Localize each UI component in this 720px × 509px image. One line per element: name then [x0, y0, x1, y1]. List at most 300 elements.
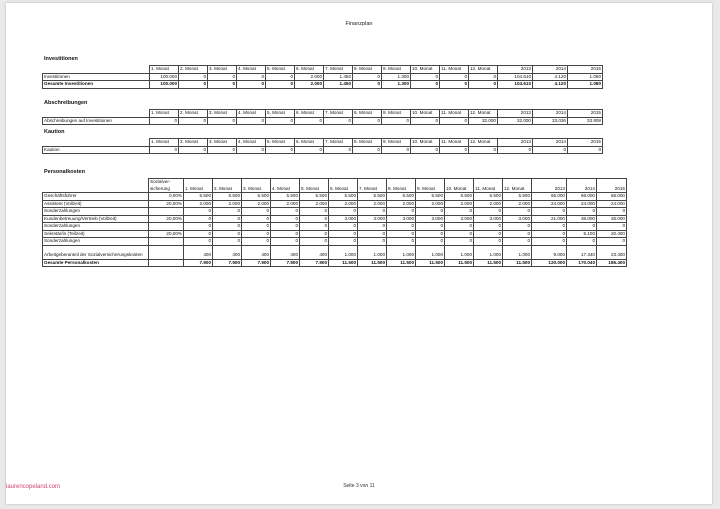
cell: 0	[411, 146, 440, 154]
cell: 3.000	[474, 215, 503, 223]
cell: 0	[271, 223, 300, 231]
cell: 0	[416, 223, 445, 231]
table-row	[43, 223, 627, 231]
cell: 400	[184, 245, 213, 259]
cell: 17.340	[567, 245, 597, 259]
column-header: 9. Monat	[382, 139, 411, 147]
cell: 1.000	[445, 245, 474, 259]
column-header: 10. Monat	[411, 110, 440, 118]
cell: 0	[324, 146, 353, 154]
cell: 0	[440, 81, 469, 89]
column-header: 12. Monat	[469, 110, 498, 118]
row-label: Sonderzahlungen	[43, 223, 149, 231]
cell: 0	[567, 238, 597, 246]
cell	[149, 259, 184, 267]
row-label: Gesamte Personalkosten	[43, 259, 149, 267]
column-header: 3. Monat	[242, 179, 271, 193]
cell: 4.120	[533, 81, 568, 89]
cell: 0	[150, 146, 179, 154]
cell: 0	[329, 223, 358, 231]
cell: 0	[329, 230, 358, 238]
column-header: 1. Monat	[150, 66, 179, 74]
cell: 0	[445, 238, 474, 246]
cell: 0	[242, 208, 271, 216]
cell: 0	[416, 238, 445, 246]
cell: 0	[469, 146, 498, 154]
column-header: 9. Monat	[416, 179, 445, 193]
cell: 0	[445, 223, 474, 231]
cell: 0	[416, 230, 445, 238]
cell: 0	[300, 215, 329, 223]
row-label: Gesamte Investitionen	[43, 81, 150, 89]
cell: 0	[300, 238, 329, 246]
cell: 0	[387, 223, 416, 231]
cell: 2.000	[184, 200, 213, 208]
cell: 24.000	[597, 200, 627, 208]
column-header: 8. Monat	[353, 66, 382, 74]
column-header: 2015	[568, 110, 603, 118]
column-header: 10. Monat	[411, 139, 440, 147]
cell: 186.400	[597, 259, 627, 267]
cell: 0	[208, 73, 237, 81]
column-header: 12. Monat	[503, 179, 532, 193]
column-header: 8. Monat	[353, 139, 382, 147]
cell: 0	[597, 208, 627, 216]
cell: 0	[329, 238, 358, 246]
column-header: 11. Monat	[440, 110, 469, 118]
cell: 1.000	[329, 245, 358, 259]
cell: 0	[300, 208, 329, 216]
column-header: 12. Monat	[469, 139, 498, 147]
column-header: 5. Monat	[266, 139, 295, 147]
column-header: 2. Monat	[179, 66, 208, 74]
cell: 36.000	[597, 215, 627, 223]
cell: 11.500	[445, 259, 474, 267]
cell: 3.000	[416, 215, 445, 223]
cell: 120.000	[532, 259, 567, 267]
cell: 0	[353, 117, 382, 125]
column-header: 9. Monat	[382, 110, 411, 118]
cell: 0	[474, 208, 503, 216]
cell: 0	[416, 208, 445, 216]
cell: 5.500	[271, 193, 300, 201]
cell: 5.500	[387, 193, 416, 201]
cell: 7.900	[242, 259, 271, 267]
table-row	[43, 238, 627, 246]
cell: 5.500	[445, 193, 474, 201]
cell: 400	[213, 245, 242, 259]
cell: 0	[179, 146, 208, 154]
table-total-row	[43, 81, 603, 89]
cell: 0	[387, 230, 416, 238]
cell: 0	[358, 238, 387, 246]
cell: 0	[503, 230, 532, 238]
cell: 2.000	[295, 73, 324, 81]
cell: 0	[213, 230, 242, 238]
cell: 0	[440, 146, 469, 154]
column-header: 3. Monat	[208, 139, 237, 147]
cell: 0	[532, 238, 567, 246]
cell: 0	[208, 146, 237, 154]
cell: 11.500	[474, 259, 503, 267]
cell: 0	[532, 230, 567, 238]
cell: 0	[179, 81, 208, 89]
cell: 1.000	[387, 245, 416, 259]
cell: 0	[498, 146, 533, 154]
column-header: 5. Monat	[266, 110, 295, 118]
cell: 0	[242, 215, 271, 223]
cell: 24.000	[567, 200, 597, 208]
cell: 0	[266, 73, 295, 81]
cell: 0	[358, 223, 387, 231]
column-header: 6. Monat	[329, 179, 358, 193]
cell: 2.000	[271, 200, 300, 208]
column-header: 1. Monat	[150, 110, 179, 118]
cell: 0	[184, 230, 213, 238]
table-row	[43, 215, 627, 223]
column-header: 4. Monat	[237, 110, 266, 118]
cell: 0	[242, 230, 271, 238]
cell: 400	[242, 245, 271, 259]
column-header: 7. Monat	[324, 139, 353, 147]
cell: 0	[411, 81, 440, 89]
cell: 23.400	[597, 245, 627, 259]
column-header: 1. Monat	[150, 139, 179, 147]
column-header: 10. Monat	[411, 66, 440, 74]
spreadsheet-page	[6, 3, 712, 504]
cell: 5.500	[213, 193, 242, 201]
row-label: Sekretär/in (Teilzeit)	[43, 230, 149, 238]
cell: 2.000	[387, 200, 416, 208]
column-header: 6. Monat	[295, 66, 324, 74]
table-row	[43, 200, 627, 208]
column-header: 2013	[498, 110, 533, 118]
cell: 0	[568, 146, 603, 154]
cell: 0	[179, 117, 208, 125]
cell: 24.000	[532, 200, 567, 208]
column-header: 2. Monat	[179, 139, 208, 147]
cell: 0	[387, 208, 416, 216]
column-header: 4. Monat	[237, 139, 266, 147]
cell: 0	[213, 208, 242, 216]
column-header: 1. Monat	[184, 179, 213, 193]
cell: 0	[597, 238, 627, 246]
table-total-row	[43, 259, 627, 267]
watermark: laurencopeland.com	[6, 484, 61, 490]
cell: 5.500	[242, 193, 271, 201]
row-label: Abschreibungen auf Investitionen	[43, 117, 150, 125]
column-header: 7. Monat	[324, 66, 353, 74]
column-header: 7. Monat	[358, 179, 387, 193]
column-header: 11. Monat	[474, 179, 503, 193]
cell: 1.000	[416, 245, 445, 259]
investitionen-table	[42, 65, 603, 89]
cell: 11.500	[387, 259, 416, 267]
section-heading-abschreibungen: Abschreibungen	[44, 100, 88, 106]
row-label: Assistent (Vollzeit)	[43, 200, 149, 208]
cell: 0	[533, 146, 568, 154]
cell: 5.500	[358, 193, 387, 201]
cell: 0	[266, 81, 295, 89]
column-header: 2. Monat	[213, 179, 242, 193]
cell: 0	[411, 117, 440, 125]
cell: 11.500	[358, 259, 387, 267]
cell: 0	[184, 215, 213, 223]
cell: 0	[208, 81, 237, 89]
table-header-row	[43, 66, 603, 74]
row-label: Sonderzahlungen	[43, 208, 149, 216]
cell: 0	[266, 146, 295, 154]
cell: 5.500	[184, 193, 213, 201]
cell: 100.000	[150, 73, 179, 81]
cell: 0	[440, 73, 469, 81]
column-header: 2015	[597, 179, 627, 193]
cell: 2.000	[503, 200, 532, 208]
cell: 33.036	[533, 117, 568, 125]
cell: 7.900	[213, 259, 242, 267]
cell: 0	[295, 146, 324, 154]
cell: 1.000	[358, 245, 387, 259]
cell: 5.500	[416, 193, 445, 201]
cell	[149, 245, 184, 259]
column-header: 10. Monat	[445, 179, 474, 193]
cell: 20,00%	[149, 200, 184, 208]
cell: 7.900	[300, 259, 329, 267]
cell: 0	[150, 117, 179, 125]
cell: 0	[474, 223, 503, 231]
column-header: 2013	[532, 179, 567, 193]
cell: 0	[503, 223, 532, 231]
column-header: 3. Monat	[208, 110, 237, 118]
cell: 0	[532, 223, 567, 231]
cell: 0	[271, 238, 300, 246]
cell	[149, 238, 184, 246]
cell: 0	[237, 73, 266, 81]
cell: 1.450	[324, 81, 353, 89]
column-header: 5. Monat	[300, 179, 329, 193]
table-row	[43, 208, 627, 216]
cell: 0	[237, 146, 266, 154]
cell: 4.120	[533, 73, 568, 81]
row-label: Investitionen	[43, 73, 150, 81]
cell: 0	[440, 117, 469, 125]
cell: 2.000	[242, 200, 271, 208]
column-header: 6. Monat	[295, 110, 324, 118]
cell: 11.500	[416, 259, 445, 267]
cell: 0	[469, 73, 498, 81]
cell: 3.000	[329, 215, 358, 223]
cell: 5.500	[503, 193, 532, 201]
page-title: Finanzplan	[345, 21, 373, 27]
cell: 5.100	[567, 230, 597, 238]
table-header-row	[43, 110, 603, 118]
cell: 0	[266, 117, 295, 125]
cell: 0	[358, 230, 387, 238]
cell: 0	[184, 208, 213, 216]
cell: 400	[300, 245, 329, 259]
row-label: Kundenbetreuung/Vertrieb (Vollzeit)	[43, 215, 149, 223]
cell: 2.000	[300, 200, 329, 208]
cell: 1.080	[568, 73, 603, 81]
cell: 2.000	[329, 200, 358, 208]
cell: 32.000	[498, 117, 533, 125]
cell: 33.908	[568, 117, 603, 125]
cell: 20.400	[597, 230, 627, 238]
cell: 2.000	[295, 81, 324, 89]
cell: 21.000	[532, 215, 567, 223]
column-header: 2015	[568, 66, 603, 74]
cell: 0	[382, 117, 411, 125]
cell: 0	[503, 208, 532, 216]
row-label: Arbeitgeberanteil der Sozialversicherungskosten	[43, 245, 149, 259]
page-footer: Seite 3 von 11	[343, 483, 375, 489]
cell: 0	[353, 81, 382, 89]
cell: 5.500	[329, 193, 358, 201]
cell: 104.610	[498, 81, 533, 89]
table-row	[43, 230, 627, 238]
cell: 0	[184, 238, 213, 246]
column-header: 2014	[533, 139, 568, 147]
cell: 0	[237, 81, 266, 89]
cell: 3.000	[387, 215, 416, 223]
cell: 0	[295, 117, 324, 125]
column-header: 2013	[498, 139, 533, 147]
cell: 11.500	[329, 259, 358, 267]
cell: 104.610	[498, 73, 533, 81]
column-header: 4. Monat	[271, 179, 300, 193]
cell: 66.000	[532, 193, 567, 201]
cell: 5.500	[300, 193, 329, 201]
cell: 1.300	[382, 81, 411, 89]
column-header: 4. Monat	[237, 66, 266, 74]
column-header: 2014	[533, 110, 568, 118]
cell	[149, 208, 184, 216]
cell: 0	[271, 215, 300, 223]
column-header: 2013	[498, 66, 533, 74]
cell: 0	[411, 73, 440, 81]
row-label: Kaution	[43, 146, 150, 154]
column-header: 7. Monat	[324, 110, 353, 118]
cell: 0	[382, 146, 411, 154]
cell: 0	[469, 81, 498, 89]
cell: 0	[208, 117, 237, 125]
cell: 0	[597, 223, 627, 231]
section-heading-kaution: Kaution	[44, 129, 65, 135]
table-row	[43, 117, 603, 125]
cell: 1.000	[503, 245, 532, 259]
cell: 3.000	[445, 215, 474, 223]
cell: 0	[474, 238, 503, 246]
column-header: 9. Monat	[382, 66, 411, 74]
cell: 0	[179, 73, 208, 81]
cell: 170.040	[567, 259, 597, 267]
cell: 0	[445, 208, 474, 216]
cell: 0	[324, 117, 353, 125]
cell: 5.500	[474, 193, 503, 201]
table-row	[43, 193, 627, 201]
column-header: 2015	[568, 139, 603, 147]
cell: 1.000	[474, 245, 503, 259]
cell: 0	[271, 230, 300, 238]
cell: 9.000	[532, 245, 567, 259]
table-row	[43, 245, 627, 259]
column-header: Sozialver-sicherung	[149, 179, 184, 193]
cell: 1.450	[324, 73, 353, 81]
cell: 0	[474, 230, 503, 238]
cell: 0	[567, 208, 597, 216]
cell: 66.000	[567, 193, 597, 201]
column-header: 12. Monat	[469, 66, 498, 74]
cell: 3.000	[503, 215, 532, 223]
cell: 0	[300, 230, 329, 238]
column-header: 2014	[533, 66, 568, 74]
cell: 3.000	[358, 215, 387, 223]
cell: 7.900	[271, 259, 300, 267]
cell: 7.900	[184, 259, 213, 267]
column-header: 8. Monat	[353, 110, 382, 118]
table-row	[43, 73, 603, 81]
column-header: 6. Monat	[295, 139, 324, 147]
cell: 400	[271, 245, 300, 259]
cell: 2.000	[416, 200, 445, 208]
cell: 0	[213, 223, 242, 231]
cell: 2.000	[213, 200, 242, 208]
cell: 20,00%	[149, 215, 184, 223]
column-header: 11. Monat	[440, 66, 469, 74]
cell: 2.000	[358, 200, 387, 208]
cell: 11.500	[503, 259, 532, 267]
cell: 1.080	[568, 81, 603, 89]
column-header: 5. Monat	[266, 66, 295, 74]
cell: 66.000	[597, 193, 627, 201]
abschreibungen-table	[42, 109, 603, 125]
cell: 2.000	[445, 200, 474, 208]
row-label: Geschäftsführer	[43, 193, 149, 201]
cell	[149, 223, 184, 231]
cell: 0	[503, 238, 532, 246]
cell: 0	[300, 223, 329, 231]
column-header: 2. Monat	[179, 110, 208, 118]
personalkosten-table	[42, 178, 627, 267]
cell: 0	[237, 117, 266, 125]
cell: 0	[242, 238, 271, 246]
table-header-row	[43, 179, 627, 193]
table-header-row	[43, 139, 603, 147]
cell: 20,00%	[149, 230, 184, 238]
column-header: 11. Monat	[440, 139, 469, 147]
cell: 32.000	[469, 117, 498, 125]
column-header: 8. Monat	[387, 179, 416, 193]
cell: 100.000	[150, 81, 179, 89]
cell: 0	[271, 208, 300, 216]
cell: 0	[445, 230, 474, 238]
section-heading-personalkosten: Personalkosten	[44, 169, 85, 175]
cell: 0,00%	[149, 193, 184, 201]
cell: 0	[353, 73, 382, 81]
cell: 0	[532, 208, 567, 216]
kaution-table	[42, 138, 603, 154]
column-header: 2014	[567, 179, 597, 193]
cell: 0	[567, 223, 597, 231]
column-header: 3. Monat	[208, 66, 237, 74]
cell: 1.300	[382, 73, 411, 81]
cell: 0	[213, 215, 242, 223]
cell: 0	[353, 146, 382, 154]
cell: 0	[329, 208, 358, 216]
table-row	[43, 146, 603, 154]
row-label: Sonderzahlungen	[43, 238, 149, 246]
cell: 2.000	[474, 200, 503, 208]
